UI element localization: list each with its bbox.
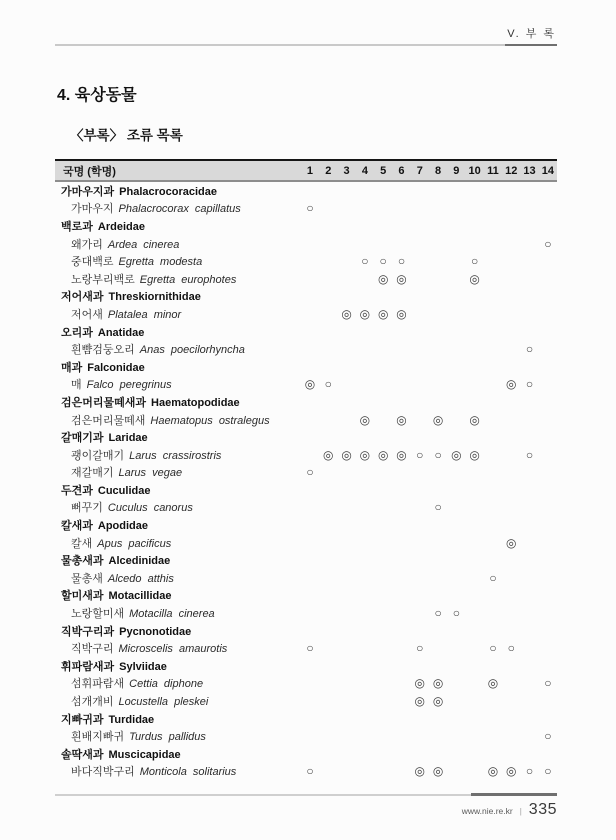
mark-cell-col-8: ○ [434, 606, 442, 621]
species-row [55, 446, 557, 464]
family-row [55, 657, 557, 675]
family-row [55, 288, 557, 306]
mark-cell-col-12: ◎ [506, 535, 517, 550]
mark-cell-col-12: ◎ [506, 764, 517, 779]
row-name [55, 570, 301, 586]
row-name [55, 728, 301, 744]
column-header-11: 11 [487, 164, 499, 177]
species-row [55, 534, 557, 552]
column-header-9: 9 [453, 164, 460, 177]
family-row [55, 622, 557, 640]
mark-cell-col-11: ◎ [487, 676, 499, 691]
latin-name: Platalea minor [107, 308, 182, 321]
mark-cell-col-7: ◎ [414, 764, 426, 779]
row-name [55, 447, 301, 463]
korean-name: 칼새 [71, 537, 93, 550]
latin-name: Larus vegae [118, 467, 183, 480]
row-name [55, 675, 301, 691]
row-name [55, 288, 301, 304]
latin-name: Alcedinidae [108, 555, 171, 568]
mark-cell-col-13: ○ [525, 764, 534, 779]
column-header-1: 1 [306, 164, 314, 177]
latin-name: Phalacrocoracidae [119, 185, 217, 198]
korean-name: 왜가리 [71, 238, 103, 251]
species-row [55, 340, 557, 358]
table-body [55, 182, 557, 780]
mark-cell-col-7: ○ [416, 641, 424, 656]
mark-cell-col-5: ◎ [377, 306, 389, 321]
korean-name: 지빠귀과 [61, 713, 104, 726]
korean-name: 노랑할미새 [71, 608, 125, 621]
latin-name: Turdidae [108, 713, 155, 726]
latin-name: Ardeidae [97, 220, 145, 233]
species-row [55, 200, 557, 218]
footer-site-url: www.nie.re.kr [461, 806, 513, 816]
footer-rule [55, 794, 557, 796]
mark-cell-col-6: ○ [397, 254, 406, 269]
column-header-13: 13 [523, 164, 536, 177]
latin-name: Apus pacificus [97, 537, 172, 550]
row-name [55, 587, 301, 603]
species-row [55, 235, 557, 253]
row-name [55, 341, 301, 357]
family-row [55, 710, 557, 728]
species-row [55, 376, 557, 394]
column-header-12: 12 [505, 164, 518, 177]
mark-cell-col-14: ○ [544, 676, 552, 691]
column-header-6: 6 [398, 164, 405, 177]
column-header-4: 4 [361, 164, 368, 177]
mark-cell-col-7: ◎ [414, 694, 426, 709]
korean-name: 백로과 [61, 220, 93, 233]
korean-name: 섬휘파람새 [71, 678, 125, 691]
row-name [55, 746, 301, 762]
family-row [55, 393, 557, 411]
mark-cell-col-8: ◎ [432, 676, 444, 691]
latin-name: Egretta modesta [118, 256, 203, 269]
mark-cell-col-11: ◎ [487, 764, 499, 779]
family-row [55, 516, 557, 534]
latin-name: Anatidae [97, 326, 145, 339]
row-name [55, 324, 301, 340]
mark-cell-col-1: ○ [306, 465, 314, 480]
family-row [55, 745, 557, 763]
row-name [55, 359, 301, 375]
mark-cell-col-14: ○ [544, 236, 552, 251]
latin-name: Falco peregrinus [86, 379, 172, 392]
row-name [55, 271, 301, 287]
mark-cell-col-5: ◎ [377, 447, 389, 462]
korean-name: 물총새 [71, 572, 103, 585]
latin-name: Egretta europhotes [139, 273, 237, 286]
species-row [55, 639, 557, 657]
latin-name: Pycnonotidae [119, 625, 192, 638]
korean-name: 괭이갈매기 [71, 449, 125, 462]
row-name [55, 605, 301, 621]
species-row [55, 499, 557, 517]
column-header-2: 2 [325, 164, 332, 177]
bird-species-table [55, 159, 557, 780]
mark-cell-col-8: ◎ [432, 412, 444, 427]
row-name [55, 517, 301, 533]
korean-name: 할미새과 [61, 590, 104, 603]
row-name [55, 429, 301, 445]
mark-cell-col-10: ◎ [469, 412, 480, 427]
mark-cell-col-9: ◎ [451, 447, 462, 462]
row-name [55, 623, 301, 639]
family-row [55, 551, 557, 569]
species-row [55, 675, 557, 693]
mark-cell-col-1: ○ [306, 641, 314, 656]
mark-cell-col-14: ○ [544, 764, 552, 779]
latin-name: Turdus pallidus [129, 731, 206, 744]
latin-name: Anas poecilorhyncha [139, 344, 245, 357]
korean-name: 저어새과 [61, 291, 104, 304]
korean-name: 솔딱새과 [61, 748, 104, 761]
korean-name: 검은머리물떼새 [71, 414, 146, 427]
latin-name: Muscicapidae [108, 748, 181, 761]
korean-name: 흰배지빠귀 [71, 731, 125, 744]
latin-name: Larus crassirostris [129, 449, 222, 462]
korean-name: 뻐꾸기 [71, 502, 103, 515]
latin-name: Motacilla cinerea [129, 608, 215, 621]
latin-name: Locustella pleskei [118, 696, 209, 709]
korean-name: 바다직박구리 [71, 766, 135, 779]
family-row [55, 428, 557, 446]
species-row [55, 604, 557, 622]
family-row [55, 217, 557, 235]
korean-name: 직박구리 [71, 643, 114, 656]
row-name [55, 412, 301, 428]
column-header-5: 5 [380, 164, 387, 177]
family-row [55, 587, 557, 605]
row-name [55, 183, 301, 199]
korean-name: 중대백로 [71, 256, 114, 269]
name-column-header: 국명 (학명) [63, 165, 116, 178]
species-row [55, 727, 557, 745]
mark-cell-col-9: ○ [452, 606, 460, 621]
latin-name: Phalacrocorax capillatus [118, 203, 241, 216]
header-rule [55, 44, 557, 46]
row-name [55, 552, 301, 568]
mark-cell-col-4: ○ [361, 254, 369, 269]
korean-name: 섬개개비 [71, 696, 114, 709]
korean-name: 저어새 [71, 308, 103, 321]
species-row [55, 411, 557, 429]
row-name [55, 763, 301, 779]
mark-cell-col-10: ◎ [469, 271, 480, 286]
korean-name: 검은머리물떼새과 [61, 396, 147, 409]
species-row [55, 569, 557, 587]
mark-cell-col-2: ◎ [323, 447, 334, 462]
latin-name: Ardea cinerea [107, 238, 180, 251]
page-number: 335 [528, 801, 557, 818]
mark-cell-col-7: ◎ [414, 676, 426, 691]
column-header-8: 8 [435, 164, 442, 177]
mark-cell-col-1: ○ [306, 201, 314, 216]
mark-cell-col-12: ○ [507, 641, 515, 656]
mark-cell-col-14: ○ [544, 729, 552, 744]
mark-cell-col-2: ○ [324, 377, 332, 392]
row-name [55, 693, 301, 709]
korean-name: 재갈매기 [71, 467, 114, 480]
footer-rule-accent [471, 793, 557, 796]
mark-cell-col-4: ◎ [359, 306, 371, 321]
korean-name: 직박구리과 [61, 625, 115, 638]
row-name [55, 236, 301, 252]
mark-cell-col-10: ◎ [469, 447, 480, 462]
mark-cell-col-4: ◎ [359, 447, 371, 462]
korean-name: 두견과 [61, 484, 93, 497]
latin-name: Monticola solitarius [139, 766, 237, 779]
family-row [55, 323, 557, 341]
family-row [55, 481, 557, 499]
row-name [55, 464, 301, 480]
latin-name: Threskiornithidae [108, 291, 201, 304]
row-name [55, 658, 301, 674]
latin-name: Haematopodidae [151, 396, 240, 409]
row-name [55, 306, 301, 322]
korean-name: 물총새과 [61, 555, 104, 568]
mark-cell-col-5: ○ [379, 254, 387, 269]
species-row [55, 464, 557, 482]
korean-name: 노랑부리백로 [71, 273, 135, 286]
korean-name: 휘파람새과 [61, 660, 115, 673]
mark-cell-col-8: ○ [434, 447, 442, 462]
latin-name: Cuculus canorus [107, 502, 193, 515]
korean-name: 매 [71, 379, 82, 392]
latin-name: Apodidae [97, 520, 149, 533]
mark-cell-col-12: ◎ [506, 377, 517, 392]
row-name [55, 394, 301, 410]
latin-name: Haematopus ostralegus [150, 414, 270, 427]
species-row [55, 692, 557, 710]
latin-name: Motacillidae [108, 590, 172, 603]
species-row [55, 252, 557, 270]
korean-name: 갈매기과 [61, 432, 104, 445]
mark-cell-col-5: ◎ [377, 271, 389, 286]
row-name [55, 376, 301, 392]
latin-name: Falconidae [87, 361, 145, 374]
row-name [55, 218, 301, 234]
mark-cell-col-6: ◎ [396, 412, 407, 427]
page-title: 4. 육상동물 [57, 87, 137, 104]
mark-cell-col-8: ◎ [432, 764, 444, 779]
latin-name: Sylviidae [119, 660, 167, 673]
korean-name: 매과 [61, 361, 83, 374]
mark-cell-col-13: ○ [525, 342, 534, 357]
family-row [55, 182, 557, 200]
species-row [55, 763, 557, 781]
mark-cell-col-8: ○ [434, 500, 442, 515]
latin-name: Microscelis amaurotis [118, 643, 228, 656]
row-name [55, 535, 301, 551]
page-footer [462, 801, 557, 819]
latin-name: Cettia diphone [129, 678, 204, 691]
mark-cell-col-3: ◎ [341, 447, 352, 462]
row-name [55, 482, 301, 498]
header-rule-accent [505, 44, 557, 46]
row-name [55, 253, 301, 269]
korean-name: 흰뺨검둥오리 [71, 344, 135, 357]
row-name [55, 200, 301, 216]
korean-name: 오리과 [61, 326, 93, 339]
mark-cell-col-11: ○ [489, 641, 497, 656]
column-header-3: 3 [343, 164, 350, 177]
mark-cell-col-10: ○ [471, 254, 479, 269]
mark-cell-col-1: ◎ [304, 377, 316, 392]
table-header-row [55, 159, 557, 182]
species-row [55, 305, 557, 323]
section-title: 〈부록〉 조류 목록 [70, 128, 183, 143]
korean-name: 가마우지과 [61, 185, 115, 198]
mark-cell-col-11: ○ [489, 570, 497, 585]
column-header-14: 14 [541, 164, 554, 177]
korean-name: 가마우지 [71, 203, 114, 216]
row-name [55, 711, 301, 727]
column-header-7: 7 [416, 164, 423, 177]
mark-cell-col-8: ◎ [432, 694, 444, 709]
mark-cell-col-13: ○ [525, 447, 534, 462]
footer-separator: | [519, 807, 522, 816]
mark-cell-col-4: ◎ [359, 412, 371, 427]
latin-name: Laridae [108, 432, 148, 445]
running-header: V. 부 록 [507, 28, 556, 40]
species-row [55, 270, 557, 288]
mark-cell-col-7: ○ [416, 447, 424, 462]
row-name [55, 499, 301, 515]
mark-cell-col-13: ○ [525, 377, 534, 392]
latin-name: Alcedo atthis [107, 572, 174, 585]
family-row [55, 358, 557, 376]
column-header-10: 10 [468, 164, 481, 177]
mark-cell-col-6: ◎ [396, 306, 407, 321]
mark-cell-col-3: ◎ [341, 306, 352, 321]
korean-name: 칼새과 [61, 520, 93, 533]
mark-cell-col-1: ○ [306, 764, 314, 779]
mark-cell-col-6: ◎ [396, 447, 407, 462]
latin-name: Cuculidae [97, 484, 151, 497]
mark-cell-col-6: ◎ [396, 271, 407, 286]
row-name [55, 640, 301, 656]
